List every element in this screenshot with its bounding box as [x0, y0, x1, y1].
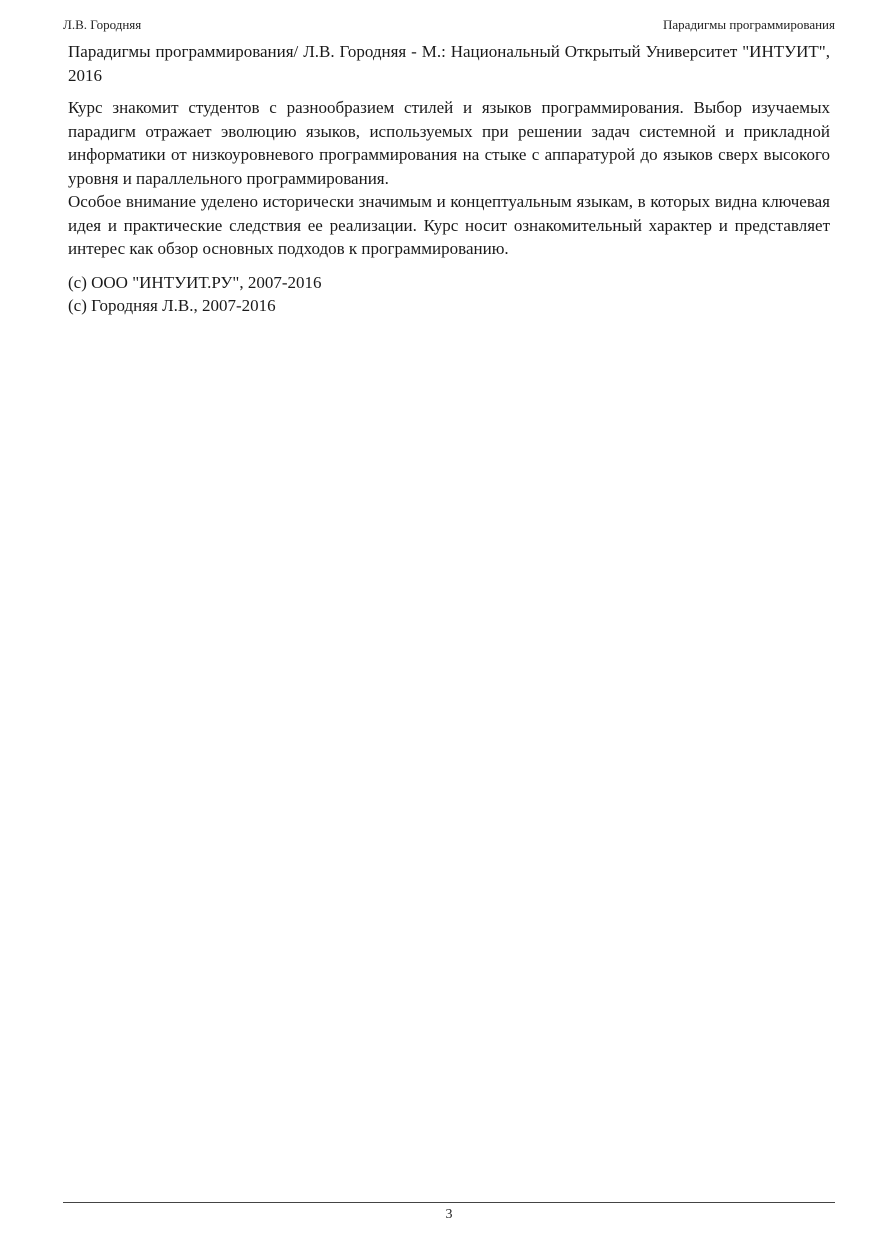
footer-divider: [63, 1202, 835, 1203]
page-header: [63, 17, 835, 33]
copyright-line: (c) ООО "ИНТУИТ.РУ", 2007-2016: [68, 272, 322, 292]
abstract-paragraph-2: Особое внимание уделено исторически значимым и концептуальным языкам, в которых видна ключевая идея и практические следствия ее реализации. Курс носит ознакомительный характер и представляет интерес как обзор основных подходов к программированию.: [68, 192, 830, 258]
main-content: [68, 40, 830, 318]
citation: Парадигмы программирования/ Л.В. Городняя - М.: Национальный Открытый Университет "ИНТУИТ", 2016: [68, 42, 830, 85]
header-title: Парадигмы программирования: [663, 17, 835, 32]
page-number: 3: [445, 1207, 453, 1222]
copyright-line: (c) Городняя Л.В., 2007-2016: [68, 296, 276, 315]
copyright-block: [68, 271, 830, 318]
abstract-paragraph-1: Курс знакомит студентов с разнообразием стилей и языков программирования. Выбор изучаемых парадигм отражает эволюцию языков, используемых при решении задач системной и прикладной информатики от низкоуровневого программирования на стыке с аппаратурой до языков сверх высокого уровня и параллельного программирования.: [68, 98, 830, 188]
header-author: Л.В. Городняя: [63, 17, 142, 32]
